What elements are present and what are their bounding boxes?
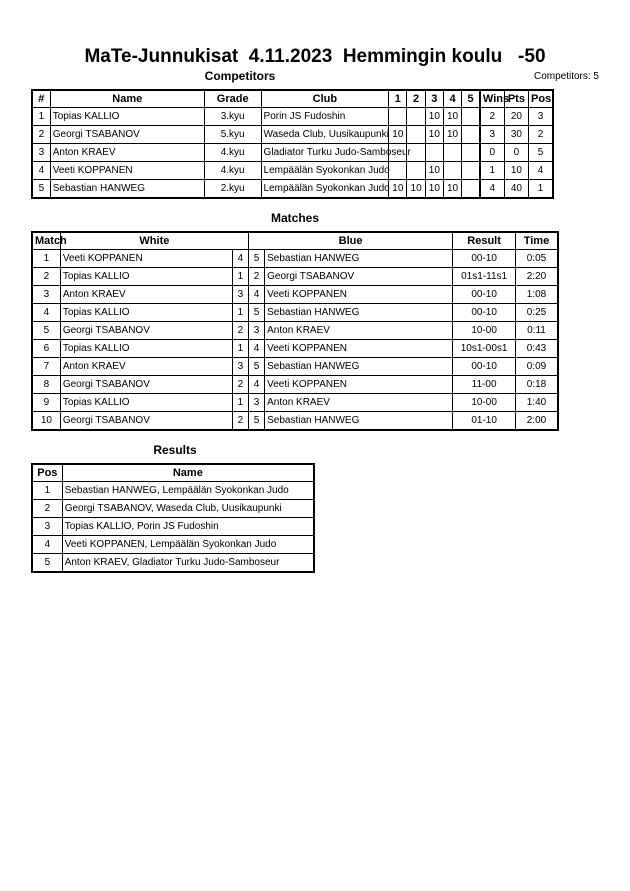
- match-blue-num: 5: [248, 412, 264, 431]
- match-blue-num: 4: [248, 286, 264, 304]
- match-time: 0:11: [515, 322, 558, 340]
- match-white-num: 2: [232, 376, 248, 394]
- match-white-num: 1: [232, 394, 248, 412]
- match-result: 00-10: [453, 250, 516, 268]
- match-blue: Sebastian HANWEG: [265, 304, 453, 322]
- match-blue-num: 4: [248, 376, 264, 394]
- competitor-row: [32, 144, 553, 162]
- competitor-club: Waseda Club, Uusikaupunki: [261, 126, 389, 144]
- match-blue: Anton KRAEV: [265, 394, 453, 412]
- match-white-num: 2: [232, 412, 248, 431]
- competitor-row: [32, 126, 553, 144]
- match-blue-num: 2: [248, 268, 264, 286]
- competitor-num: 1: [32, 108, 50, 126]
- competitor-wins: 4: [480, 180, 504, 199]
- header-time: Time: [515, 232, 558, 250]
- competitor-wins: 1: [480, 162, 504, 180]
- score-cell: 10: [443, 108, 461, 126]
- header-num: #: [32, 90, 50, 108]
- competitor-wins: 3: [480, 126, 504, 144]
- match-row: [32, 268, 558, 286]
- match-time: 1:40: [515, 394, 558, 412]
- match-time: 0:18: [515, 376, 558, 394]
- match-result: 10s1-00s1: [453, 340, 516, 358]
- competitor-pts: 20: [504, 108, 528, 126]
- competitor-club: Porin JS Fudoshin: [261, 108, 389, 126]
- header-score-1: 1: [389, 90, 407, 108]
- match-num: 3: [32, 286, 60, 304]
- score-cell: [407, 108, 425, 126]
- competitor-grade: 2.kyu: [204, 180, 261, 199]
- match-row: [32, 394, 558, 412]
- match-blue: Anton KRAEV: [265, 322, 453, 340]
- result-name: Georgi TSABANOV, Waseda Club, Uusikaupunki: [62, 500, 314, 518]
- competitor-num: 2: [32, 126, 50, 144]
- competitor-pos: 3: [529, 108, 553, 126]
- result-pos: 5: [32, 554, 62, 573]
- header-white: White: [60, 232, 248, 250]
- result-row: [32, 536, 314, 554]
- match-time: 0:05: [515, 250, 558, 268]
- competitor-grade: 4.kyu: [204, 144, 261, 162]
- match-time: 2:00: [515, 412, 558, 431]
- score-cell: 10: [425, 126, 443, 144]
- result-pos: 1: [32, 482, 62, 500]
- competitor-name: Anton KRAEV: [50, 144, 204, 162]
- match-num: 7: [32, 358, 60, 376]
- competitor-num: 5: [32, 180, 50, 199]
- match-white-num: 1: [232, 268, 248, 286]
- score-cell: [462, 180, 480, 199]
- result-name: Sebastian HANWEG, Lempäälän Syokonkan Judo: [62, 482, 314, 500]
- header-result: Result: [453, 232, 516, 250]
- competitor-row: [32, 180, 553, 199]
- match-result: 00-10: [453, 286, 516, 304]
- result-row: [32, 518, 314, 536]
- competitor-num: 4: [32, 162, 50, 180]
- header-pts: Pts: [504, 90, 528, 108]
- match-row: [32, 286, 558, 304]
- match-row: [32, 322, 558, 340]
- header-score-2: 2: [407, 90, 425, 108]
- competitor-name: Georgi TSABANOV: [50, 126, 204, 144]
- score-cell: 10: [407, 180, 425, 199]
- score-cell: [407, 126, 425, 144]
- match-white: Topias KALLIO: [60, 268, 232, 286]
- score-cell: 10: [389, 126, 407, 144]
- results-table: [31, 463, 315, 573]
- competitor-pts: 40: [504, 180, 528, 199]
- header-grade: Grade: [204, 90, 261, 108]
- header-name: Name: [50, 90, 204, 108]
- match-time: 1:08: [515, 286, 558, 304]
- score-cell: 10: [443, 126, 461, 144]
- result-row: [32, 482, 314, 500]
- match-time: 0:25: [515, 304, 558, 322]
- competitor-grade: 4.kyu: [204, 162, 261, 180]
- result-pos: 4: [32, 536, 62, 554]
- match-result: 00-10: [453, 358, 516, 376]
- score-cell: [462, 126, 480, 144]
- competitor-pts: 10: [504, 162, 528, 180]
- match-result: 00-10: [453, 304, 516, 322]
- match-white-num: 4: [232, 250, 248, 268]
- match-result: 01-10: [453, 412, 516, 431]
- competitor-club: Gladiator Turku Judo-Samboseur: [261, 144, 389, 162]
- match-white: Georgi TSABANOV: [60, 412, 232, 431]
- match-white: Topias KALLIO: [60, 340, 232, 358]
- header-score-4: 4: [443, 90, 461, 108]
- competitor-club: Lempäälän Syokonkan Judo: [261, 162, 389, 180]
- header-blue: Blue: [248, 232, 452, 250]
- header-wins: Wins: [480, 90, 504, 108]
- header-result-name: Name: [62, 464, 314, 482]
- competitor-grade: 5.kyu: [204, 126, 261, 144]
- competitor-wins: 2: [480, 108, 504, 126]
- match-blue: Sebastian HANWEG: [265, 412, 453, 431]
- match-blue-num: 4: [248, 340, 264, 358]
- match-row: [32, 304, 558, 322]
- match-row: [32, 358, 558, 376]
- result-name: Topias KALLIO, Porin JS Fudoshin: [62, 518, 314, 536]
- match-time: 0:43: [515, 340, 558, 358]
- match-blue: Veeti KOPPANEN: [265, 376, 453, 394]
- match-white-num: 1: [232, 304, 248, 322]
- competitor-name: Veeti KOPPANEN: [50, 162, 204, 180]
- match-num: 4: [32, 304, 60, 322]
- match-white: Anton KRAEV: [60, 358, 232, 376]
- match-time: 2:20: [515, 268, 558, 286]
- results-heading: Results: [153, 443, 197, 457]
- match-row: [32, 412, 558, 431]
- competitor-row: [32, 108, 553, 126]
- header-result-pos: Pos: [32, 464, 62, 482]
- match-blue-num: 5: [248, 304, 264, 322]
- match-blue-num: 3: [248, 394, 264, 412]
- header-score-5: 5: [462, 90, 480, 108]
- match-blue-num: 3: [248, 322, 264, 340]
- score-cell: [443, 144, 461, 162]
- match-white-num: 1: [232, 340, 248, 358]
- match-white: Anton KRAEV: [60, 286, 232, 304]
- score-cell: 10: [425, 162, 443, 180]
- score-cell: 10: [443, 180, 461, 199]
- score-cell: [407, 162, 425, 180]
- score-cell: 10: [425, 180, 443, 199]
- header-score-3: 3: [425, 90, 443, 108]
- match-row: [32, 340, 558, 358]
- match-row: [32, 376, 558, 394]
- match-time: 0:09: [515, 358, 558, 376]
- score-cell: [389, 108, 407, 126]
- competitor-pts: 0: [504, 144, 528, 162]
- match-num: 10: [32, 412, 60, 431]
- competitor-name: Sebastian HANWEG: [50, 180, 204, 199]
- competitor-name: Topias KALLIO: [50, 108, 204, 126]
- match-num: 1: [32, 250, 60, 268]
- match-white-num: 3: [232, 358, 248, 376]
- competitor-pos: 2: [529, 126, 553, 144]
- result-pos: 3: [32, 518, 62, 536]
- match-white: Georgi TSABANOV: [60, 322, 232, 340]
- competitor-wins: 0: [480, 144, 504, 162]
- match-blue-num: 5: [248, 358, 264, 376]
- match-result: 10-00: [453, 394, 516, 412]
- match-result: 11-00: [453, 376, 516, 394]
- competitors-heading: Competitors: [204, 69, 276, 83]
- competitor-pos: 5: [529, 144, 553, 162]
- header-pos: Pos: [529, 90, 553, 108]
- competitor-grade: 3.kyu: [204, 108, 261, 126]
- match-result: 01s1-11s1: [453, 268, 516, 286]
- score-cell: [389, 162, 407, 180]
- match-white-num: 3: [232, 286, 248, 304]
- result-name: Veeti KOPPANEN, Lempäälän Syokonkan Judo: [62, 536, 314, 554]
- competitor-num: 3: [32, 144, 50, 162]
- match-result: 10-00: [453, 322, 516, 340]
- score-cell: 10: [425, 108, 443, 126]
- competitor-pts: 30: [504, 126, 528, 144]
- score-cell: [462, 144, 480, 162]
- header-match: Match: [32, 232, 60, 250]
- score-cell: [462, 108, 480, 126]
- match-blue: Sebastian HANWEG: [265, 358, 453, 376]
- result-row: [32, 554, 314, 573]
- result-row: [32, 500, 314, 518]
- match-blue: Veeti KOPPANEN: [265, 340, 453, 358]
- match-white: Topias KALLIO: [60, 304, 232, 322]
- score-cell: [443, 162, 461, 180]
- competitor-pos: 1: [529, 180, 553, 199]
- score-cell: [425, 144, 443, 162]
- match-blue: Veeti KOPPANEN: [265, 286, 453, 304]
- match-white: Topias KALLIO: [60, 394, 232, 412]
- competitor-pos: 4: [529, 162, 553, 180]
- page-title: MaTe-Junnukisat 4.11.2023 Hemmingin koulu -50: [84, 46, 546, 67]
- match-white-num: 2: [232, 322, 248, 340]
- match-blue-num: 5: [248, 250, 264, 268]
- match-blue: Georgi TSABANOV: [265, 268, 453, 286]
- header-club: Club: [261, 90, 389, 108]
- match-num: 5: [32, 322, 60, 340]
- match-num: 8: [32, 376, 60, 394]
- score-cell: 10: [389, 180, 407, 199]
- match-num: 2: [32, 268, 60, 286]
- match-white: Georgi TSABANOV: [60, 376, 232, 394]
- matches-heading: Matches: [270, 211, 320, 225]
- result-name: Anton KRAEV, Gladiator Turku Judo-Samboseur: [62, 554, 314, 573]
- match-row: [32, 250, 558, 268]
- score-cell: [462, 162, 480, 180]
- competitor-row: [32, 162, 553, 180]
- matches-table: [31, 231, 559, 431]
- match-blue: Sebastian HANWEG: [265, 250, 453, 268]
- competitors-table: [31, 89, 554, 199]
- competitors-count: Competitors: 5: [533, 71, 599, 82]
- result-pos: 2: [32, 500, 62, 518]
- match-white: Veeti KOPPANEN: [60, 250, 232, 268]
- competitor-club: Lempäälän Syokonkan Judo: [261, 180, 389, 199]
- match-num: 9: [32, 394, 60, 412]
- match-num: 6: [32, 340, 60, 358]
